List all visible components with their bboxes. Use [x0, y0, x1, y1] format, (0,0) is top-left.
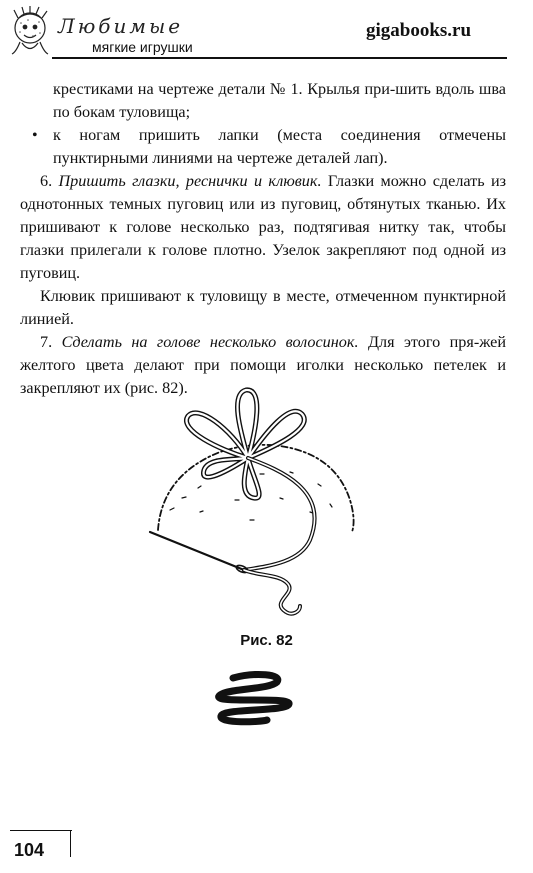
bullet-item-paws — [20, 124, 506, 170]
page-number: 104 — [14, 840, 45, 860]
footer-vertical-rule — [70, 830, 71, 857]
bullet-item-wings — [20, 78, 506, 124]
step-text: Глазки можно сделать из однотонных темных пуговиц или из пуговиц, обтянутых тканью. Их пришивают к голове несколько раз, подтягивая нитку так, чтобы глазки прилегали к голове плотно. Узелок закрепляют под одной из пуговиц. — [20, 172, 507, 282]
series-subtitle: мягкие игрушки — [92, 39, 193, 55]
figure-82-illustration — [140, 380, 380, 625]
paragraph-step-6 — [20, 170, 506, 285]
ornament-squiggle-icon — [205, 670, 305, 728]
page-header — [0, 0, 533, 60]
header-rule — [52, 57, 507, 59]
doll-mascot-icon — [6, 6, 54, 56]
footer-rule — [10, 830, 72, 831]
bullet-dot-icon: • — [32, 127, 38, 144]
site-name: gigabooks.ru — [366, 20, 472, 41]
step-title: Пришить глазки, реснички и клювик. — [58, 172, 322, 190]
step-title: Сделать на голове несколько волосинок. — [61, 333, 359, 351]
bullet-list — [20, 78, 506, 170]
step-number: 6. — [40, 172, 53, 190]
paragraph-text: Клювик пришивают к туловищу в месте, отмеченном пунктирной линией. — [20, 287, 506, 328]
paragraph-beak — [20, 285, 506, 331]
step-text: Для этого пря-жей желтого цвета делают при помощи иголки несколько петелек и закрепляют их (рис. 82). — [20, 333, 507, 397]
series-title-script: Любимые — [58, 14, 184, 38]
figure-caption: Рис. 82 — [240, 632, 293, 649]
step-number: 7. — [40, 333, 53, 351]
body-text — [20, 78, 506, 400]
bullet-text: к ногам пришить лапки (места соединения отмечены пунктирными линиями на чертеже деталей лап). — [53, 126, 506, 167]
needle — [150, 532, 244, 570]
bullet-text: крестиками на чертеже детали № 1. Крылья при-шить вдоль шва по бокам туловища; — [53, 80, 506, 121]
